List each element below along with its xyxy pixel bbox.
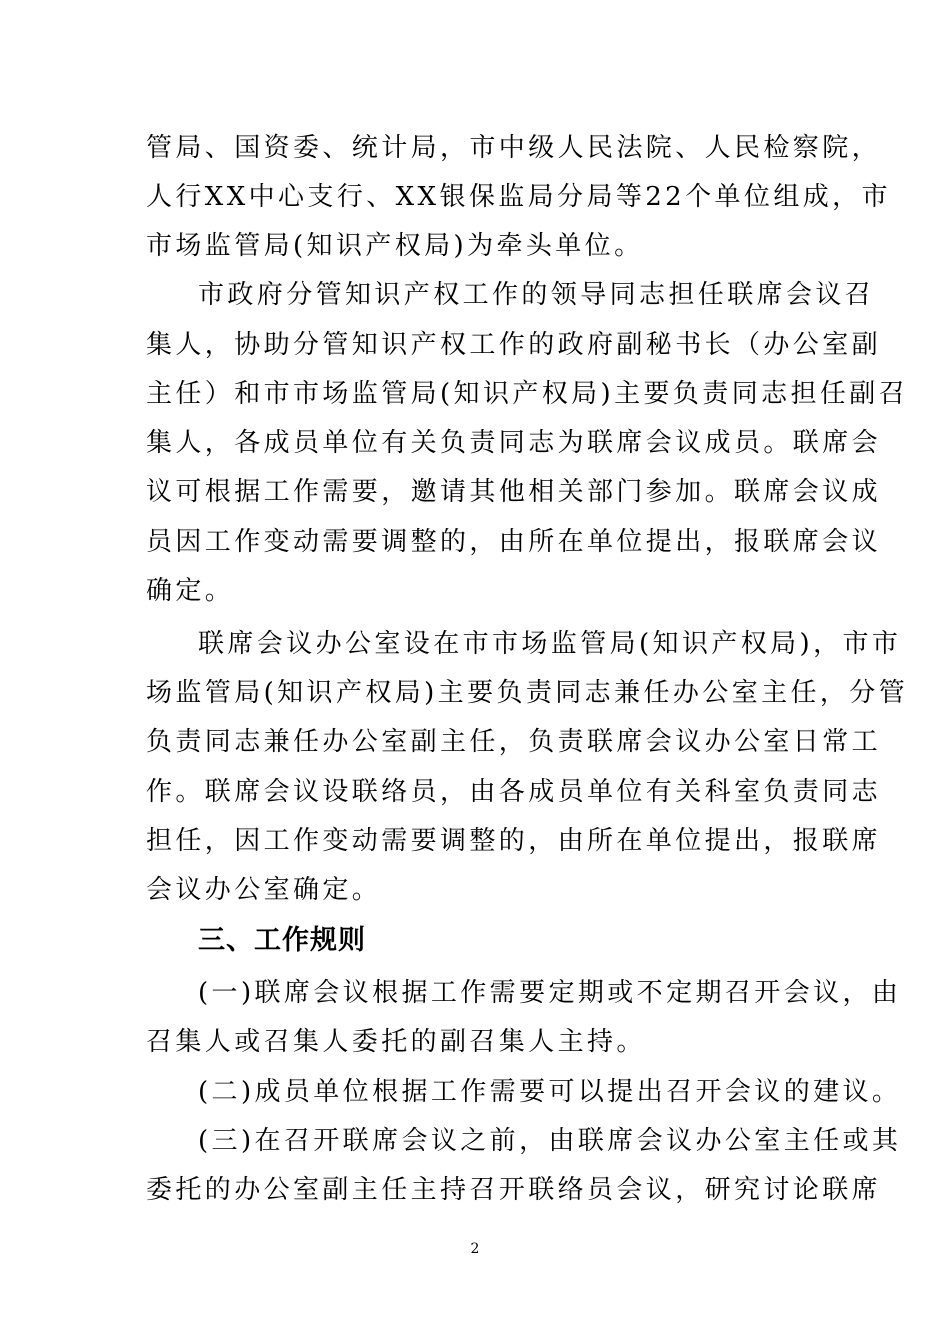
paragraph-2-line-1: 市政府分管知识产权工作的领导同志担任联席会议召 xyxy=(198,280,875,310)
paragraph-3-line-4: 作。联席会议设联络员，由各成员单位有关科室负责同志 xyxy=(146,777,882,807)
rule-1-line-2: 召集人或召集人委托的副召集人主持。 xyxy=(146,1027,646,1057)
section-heading: 三、工作规则 xyxy=(198,925,366,956)
rule-3-line-1: (三)在召开联席会议之前，由联席会议办公室主任或其 xyxy=(198,1126,902,1156)
paragraph-2-line-2: 集人，协助分管知识产权工作的政府副秘书长（办公室副 xyxy=(146,330,882,360)
rule-3-line-2: 委托的办公室副主任主持召开联络员会议，研究讨论联席 xyxy=(146,1175,882,1205)
paragraph-3-line-5: 担任，因工作变动需要调整的，由所在单位提出，报联席 xyxy=(146,826,882,856)
paragraph-3-line-3: 负责同志兼任办公室副主任，负责联席会议办公室日常工 xyxy=(146,727,882,757)
paragraph-2-line-5: 议可根据工作需要，邀请其他相关部门参加。联席会议成 xyxy=(146,477,882,507)
paragraph-2-line-4: 集人，各成员单位有关负责同志为联席会议成员。联席会 xyxy=(146,428,882,458)
paragraph-1-line-2: 人行XX中心支行、XX银保监局分局等22个单位组成，市 xyxy=(146,182,891,212)
rule-2-line-1: (二)成员单位根据工作需要可以提出召开会议的建议。 xyxy=(198,1077,902,1107)
paragraph-1-line-3: 市场监管局(知识产权局)为牵头单位。 xyxy=(146,231,644,261)
paragraph-1-line-1: 管局、国资委、统计局，市中级人民法院、人民检察院， xyxy=(146,133,882,163)
page-number: 2 xyxy=(470,1241,480,1257)
rule-1-line-1: (一)联席会议根据工作需要定期或不定期召开会议，由 xyxy=(198,978,902,1008)
paragraph-2-line-7: 确定。 xyxy=(146,576,235,606)
paragraph-3-line-1: 联席会议办公室设在市市场监管局(知识产权局)，市市 xyxy=(198,629,902,659)
paragraph-2-line-6: 员因工作变动需要调整的，由所在单位提出，报联席会议 xyxy=(146,527,882,557)
paragraph-3-line-6: 会议办公室确定。 xyxy=(146,875,382,905)
paragraph-2-line-3: 主任）和市市场监管局(知识产权局)主要负责同志担任副召 xyxy=(146,379,909,409)
paragraph-3-line-2: 场监管局(知识产权局)主要负责同志兼任办公室主任，分管 xyxy=(146,678,909,708)
